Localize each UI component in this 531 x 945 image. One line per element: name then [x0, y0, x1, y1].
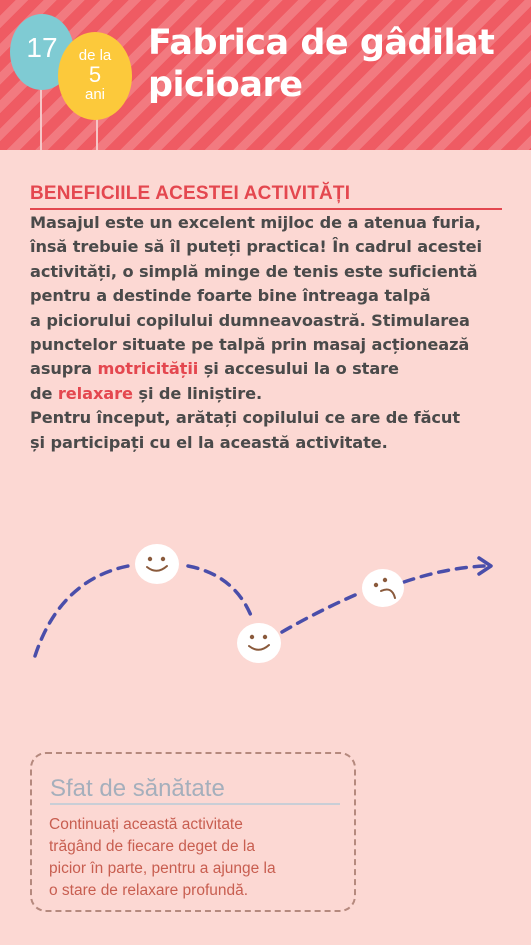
smiley-ball-icon — [237, 623, 281, 663]
age-unit: ani — [84, 86, 106, 103]
tip-line: Continuați această activitate — [49, 816, 243, 833]
title-line: Fabrica de gâdilat — [148, 23, 495, 63]
health-tip-divider — [50, 803, 340, 805]
text-fragment: și accesului la o stare — [198, 359, 399, 379]
heading-divider — [30, 208, 502, 210]
dashed-trajectory — [35, 566, 128, 656]
paragraph-line: pentru a destinde foarte bine întreaga talpă — [30, 286, 431, 306]
tip-line: trăgând de fiecare deget de la — [49, 838, 255, 855]
paragraph-line: punctelor situate pe talpă prin masaj acționează — [30, 335, 470, 355]
paragraph-line — [30, 382, 522, 406]
tip-line: picior în parte, pentru a ajunge la — [49, 860, 276, 877]
age-prefix: de la — [78, 47, 112, 64]
paragraph-line — [30, 357, 522, 381]
age-value: 5 — [88, 62, 102, 87]
title-line: picioare — [148, 65, 303, 105]
paragraph-line: Pentru început, arătați copilului ce are de făcut — [30, 408, 460, 428]
tilted-smiley-ball-icon — [362, 569, 404, 607]
paragraph-line: a piciorului copilului dumneavoastră. Stimularea — [30, 310, 470, 330]
benefits-paragraph — [30, 211, 522, 455]
smiley-ball-icon — [135, 544, 179, 584]
bouncing-ball-illustration — [0, 520, 531, 700]
highlight-motricity: motricității — [97, 359, 199, 379]
text-fragment: de — [30, 383, 58, 403]
health-tip-title: Sfat de sănătate — [50, 775, 225, 802]
header-banner — [0, 0, 531, 150]
paragraph-line: însă trebuie să îl puteți practica! În cadrul acestei — [30, 237, 482, 257]
dashed-trajectory — [188, 566, 252, 618]
benefits-heading: BENEFICIILE ACESTEI ACTIVITĂȚI — [30, 183, 351, 204]
highlight-relaxation: relaxare — [57, 383, 133, 403]
activity-number: 17 — [26, 32, 58, 63]
paragraph-line: Masajul este un excelent mijloc de a atenua furia, — [30, 213, 481, 232]
page-title — [148, 22, 518, 106]
tip-line: o stare de relaxare profundă. — [49, 882, 249, 899]
health-tip-text — [49, 814, 339, 902]
balloon-string — [96, 116, 98, 150]
balloon-string — [40, 86, 42, 150]
dashed-trajectory — [404, 566, 484, 582]
dashed-trajectory — [282, 592, 362, 632]
text-fragment: asupra — [30, 359, 98, 379]
text-fragment: și de liniștire. — [132, 383, 263, 403]
paragraph-line: și participați cu el la această activitate. — [30, 432, 388, 452]
age-balloon — [58, 32, 132, 120]
paragraph-line: activități, o simplă minge de tenis este suficientă — [30, 261, 478, 281]
